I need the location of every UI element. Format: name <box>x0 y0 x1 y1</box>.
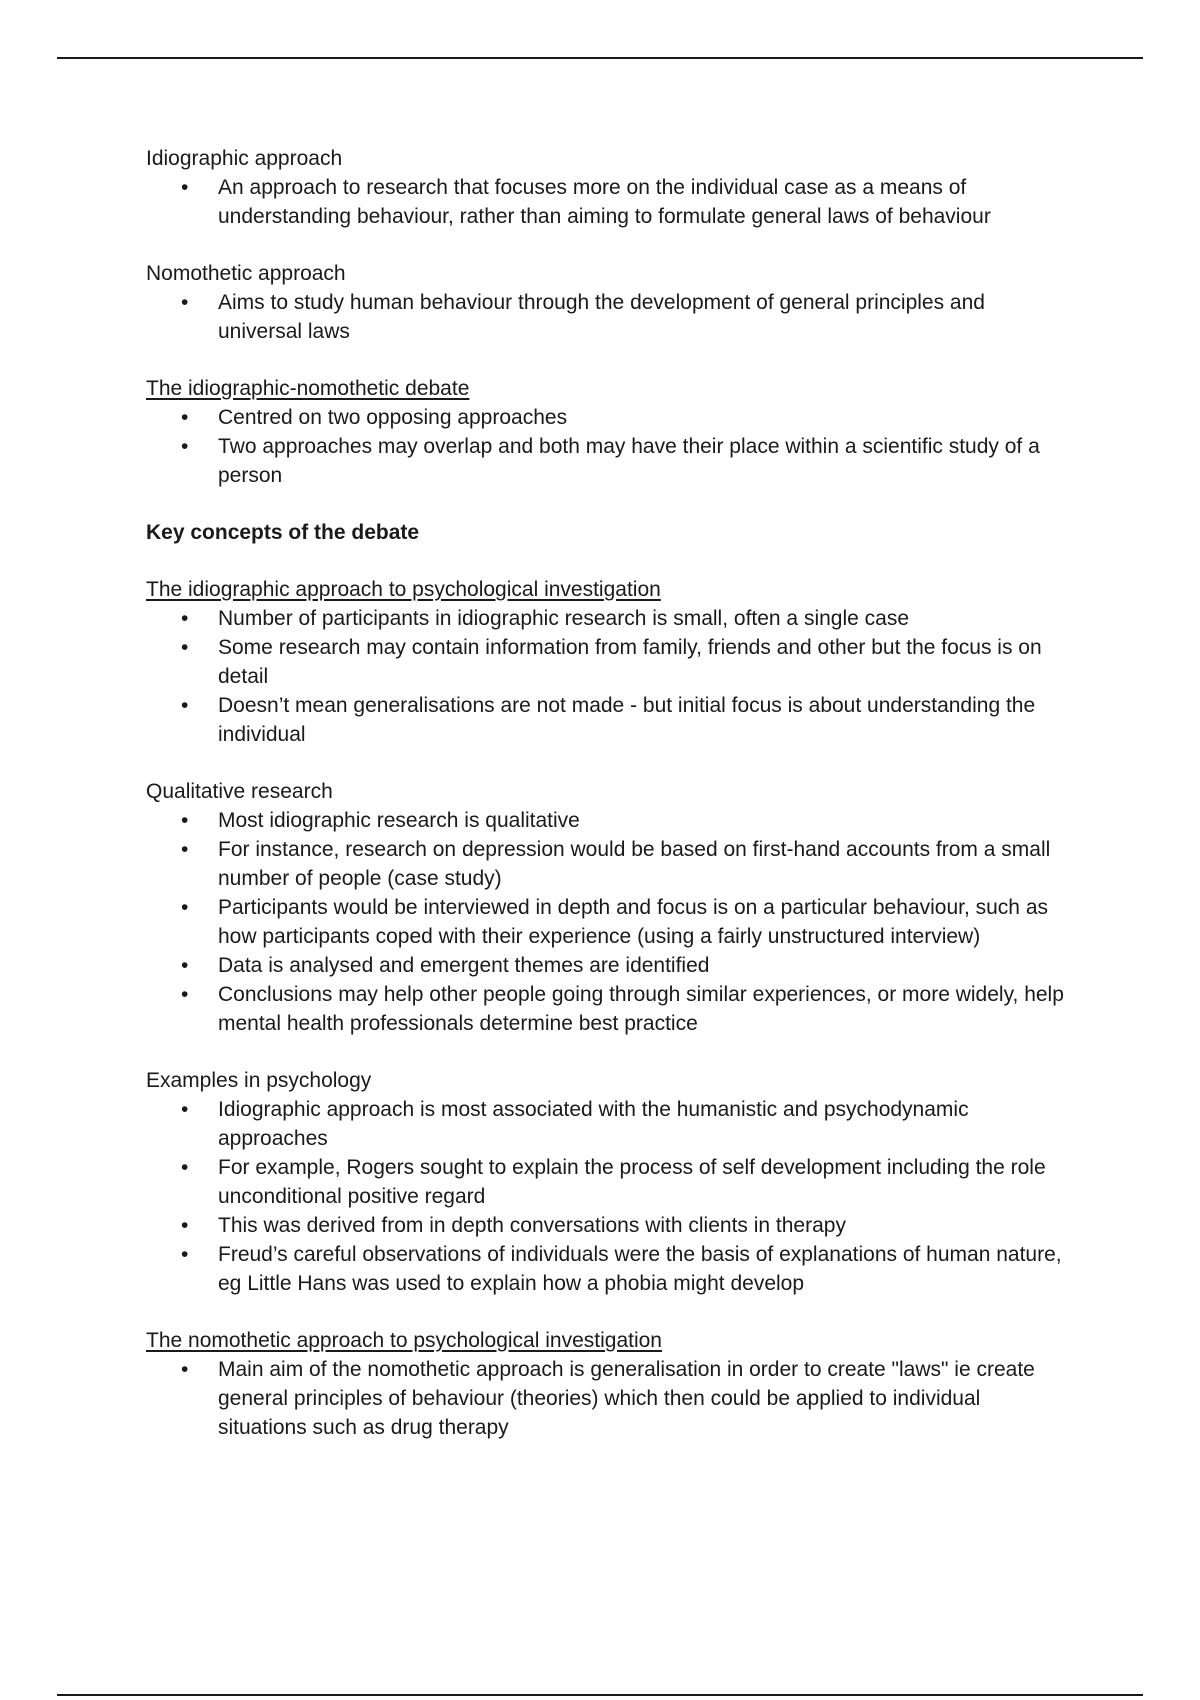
bullet-icon: • <box>181 983 189 1006</box>
bullet-icon: • <box>181 809 189 832</box>
list-item-text: Number of participants in idiographic research is small, often a single case <box>218 607 910 630</box>
list-item <box>146 432 1066 490</box>
list-item <box>146 1211 1066 1240</box>
section <box>146 1066 1066 1298</box>
list-item-text: Participants would be interviewed in depth and focus is on a particular behaviour, such as how participants coped with their experience (using a fairly unstructured interview) <box>218 896 1048 948</box>
bullet-list <box>146 1095 1066 1298</box>
section-heading: Nomothetic approach <box>146 262 346 285</box>
list-item <box>146 893 1066 951</box>
footer-rule <box>57 1694 1143 1696</box>
bullet-list <box>146 1355 1066 1442</box>
bullet-list <box>146 806 1066 1038</box>
list-item <box>146 1240 1066 1298</box>
section-heading: Idiographic approach <box>146 147 343 170</box>
bullet-icon: • <box>181 607 189 630</box>
section-heading: Key concepts of the debate <box>146 521 420 544</box>
bullet-list <box>146 403 1066 490</box>
section-heading: The nomothetic approach to psychological investigation <box>146 1329 662 1352</box>
bullet-icon: • <box>181 896 189 919</box>
list-item-text: Conclusions may help other people going through similar experiences, or more widely, help mental health professionals determine best practice <box>218 983 1064 1035</box>
list-item <box>146 403 1066 432</box>
bullet-icon: • <box>181 838 189 861</box>
section-heading: The idiographic-nomothetic debate <box>146 377 470 400</box>
bullet-icon: • <box>181 636 189 659</box>
bullet-icon: • <box>181 954 189 977</box>
list-item <box>146 173 1066 231</box>
bullet-icon: • <box>181 291 189 314</box>
bullet-icon: • <box>181 1156 189 1179</box>
bullet-icon: • <box>181 1214 189 1237</box>
list-item <box>146 980 1066 1038</box>
list-item <box>146 835 1066 893</box>
section-heading: Examples in psychology <box>146 1069 372 1092</box>
section-heading: The idiographic approach to psychological investigation <box>146 578 661 601</box>
bullet-list <box>146 604 1066 749</box>
list-item-text: Some research may contain information from family, friends and other but the focus is on detail <box>218 636 1042 688</box>
list-item <box>146 604 1066 633</box>
list-item <box>146 1095 1066 1153</box>
list-item <box>146 288 1066 346</box>
list-item <box>146 951 1066 980</box>
bullet-icon: • <box>181 1243 189 1266</box>
section <box>146 1326 1066 1442</box>
section <box>146 518 1066 547</box>
bullet-icon: • <box>181 435 189 458</box>
list-item-text: Centred on two opposing approaches <box>218 406 568 429</box>
section <box>146 144 1066 231</box>
list-item <box>146 1355 1066 1442</box>
document-page <box>146 144 1066 1470</box>
section <box>146 259 1066 346</box>
list-item-text: Aims to study human behaviour through the development of general principles and universal laws <box>218 291 985 343</box>
bullet-icon: • <box>181 406 189 429</box>
section <box>146 777 1066 1038</box>
list-item <box>146 691 1066 749</box>
bullet-list <box>146 173 1066 231</box>
bullet-icon: • <box>181 176 189 199</box>
list-item-text: Main aim of the nomothetic approach is generalisation in order to create "laws" ie create general principles of behaviour (theories) which then could be applied to individual situations such as drug therapy <box>218 1358 1035 1439</box>
list-item-text: For instance, research on depression would be based on first-hand accounts from a small number of people (case study) <box>218 838 1051 890</box>
list-item <box>146 1153 1066 1211</box>
bullet-icon: • <box>181 1358 189 1381</box>
list-item-text: Idiographic approach is most associated with the humanistic and psychodynamic approaches <box>218 1098 969 1150</box>
bullet-icon: • <box>181 694 189 717</box>
bullet-list <box>146 288 1066 346</box>
list-item-text: Most idiographic research is qualitative <box>218 809 580 832</box>
list-item <box>146 806 1066 835</box>
list-item <box>146 633 1066 691</box>
list-item-text: Data is analysed and emergent themes are identified <box>218 954 710 977</box>
list-item-text: Doesn’t mean generalisations are not made - but initial focus is about understanding the individual <box>218 694 1036 746</box>
list-item-text: Two approaches may overlap and both may have their place within a scientific study of a person <box>218 435 1040 487</box>
list-item-text: This was derived from in depth conversations with clients in therapy <box>218 1214 846 1237</box>
bullet-icon: • <box>181 1098 189 1121</box>
list-item-text: Freud’s careful observations of individuals were the basis of explanations of human nature, eg Little Hans was used to explain how a phobia might develop <box>218 1243 1062 1295</box>
list-item-text: An approach to research that focuses more on the individual case as a means of understanding behaviour, rather than aiming to formulate general laws of behaviour <box>218 176 991 228</box>
section-heading: Qualitative research <box>146 780 333 803</box>
header-rule <box>57 57 1143 59</box>
section <box>146 374 1066 490</box>
list-item-text: For example, Rogers sought to explain the process of self development including the role unconditional positive regard <box>218 1156 1046 1208</box>
section <box>146 575 1066 749</box>
